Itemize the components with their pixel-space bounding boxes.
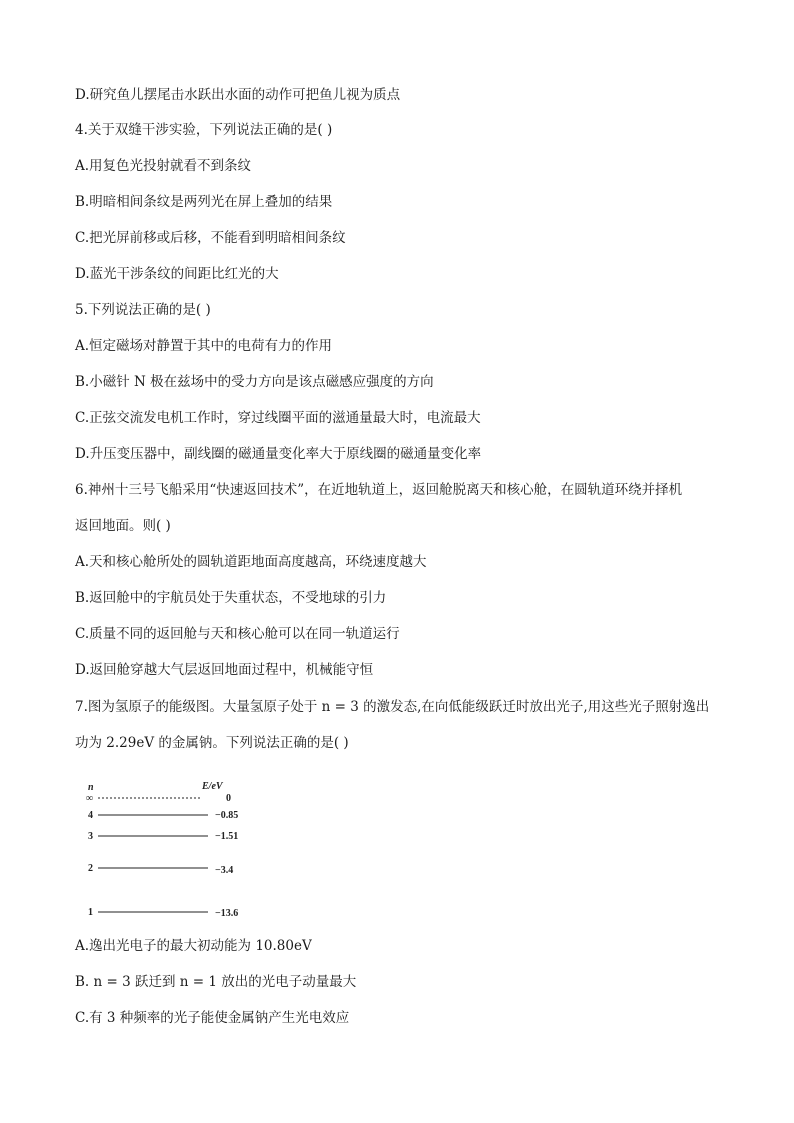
energy-level-diagram: [80, 778, 280, 918]
option-4a: A.用复色光投射就看不到条纹: [75, 158, 252, 174]
option-3d: D.研究鱼儿摆尾击水跃出水面的动作可把鱼儿视为质点: [75, 87, 401, 103]
option-5b: B.小磁针 N 极在兹场中的受力方向是该点磁感应强度的方向: [75, 374, 434, 390]
level-n-4: 4: [88, 810, 93, 821]
level-n-inf: ∞: [86, 793, 94, 804]
level-energy-4: −0.85: [215, 810, 239, 821]
option-5c: C.正弦交流发电机工作时，穿过线圈平面的滋通量最大时，电流最大: [75, 410, 481, 426]
level-energy-3: −1.51: [215, 831, 239, 842]
option-5d: D.升压变压器中，副线圈的磁通量变化率大于原线圈的磁通量变化率: [75, 446, 482, 462]
option-7a: A.逸出光电子的最大初动能为 10.80eV: [75, 938, 312, 954]
option-6c: C.质量不同的返回舱与天和核心舱可以在同一轨道运行: [75, 626, 400, 642]
option-7c: C.有 3 种频率的光子能使金属钠产生光电效应: [75, 1010, 350, 1026]
level-n-3: 3: [88, 831, 93, 842]
question-7-cont: 功为 2.29eV 的金属钠。下列说法正确的是( ): [75, 735, 349, 751]
option-6a: A.天和核心舱所处的圆轨道距地面高度越高，环绕速度越大: [75, 554, 427, 570]
question-6: 6.神州十三号飞船采用“快速返回技术”，在近地轨道上，返回舱脱离天和核心舱，在圆轨道环绕并择机: [75, 482, 683, 498]
level-n-2: 2: [88, 863, 93, 874]
level-energy-inf: 0: [226, 793, 231, 804]
question-5: 5.下列说法正确的是( ): [75, 302, 211, 318]
question-7: 7.图为氢原子的能级图。大量氢原子处于 n = 3 的激发态,在向低能级跃迁时放出光子,用这些光子照射逸出: [75, 699, 710, 715]
question-4: 4.关于双缝干涉实验，下列说法正确的是( ): [75, 122, 333, 138]
level-n-1: 1: [88, 907, 93, 918]
level-energy-1: −13.6: [215, 908, 239, 918]
option-7b: B. n = 3 跃迁到 n = 1 放出的光电子动量最大: [75, 974, 357, 990]
option-6d: D.返回舱穿越大气层返回地面过程中，机械能守恒: [75, 662, 374, 678]
level-energy-2: −3.4: [215, 865, 234, 876]
question-6-cont: 返回地面。则( ): [75, 518, 171, 534]
n-axis-label: n: [88, 782, 94, 793]
option-6b: B.返回舱中的宇航员处于失重状态，不受地球的引力: [75, 590, 387, 606]
option-5a: A.恒定磁场对静置于其中的电荷有力的作用: [75, 338, 333, 354]
energy-axis-label: E/eV: [202, 781, 223, 792]
option-4b: B.明暗相间条纹是两列光在屏上叠加的结果: [75, 194, 333, 210]
option-4d: D.蓝光干涉条纹的间距比红光的大: [75, 266, 279, 282]
option-4c: C.把光屏前移或后移，不能看到明暗相间条纹: [75, 230, 346, 246]
